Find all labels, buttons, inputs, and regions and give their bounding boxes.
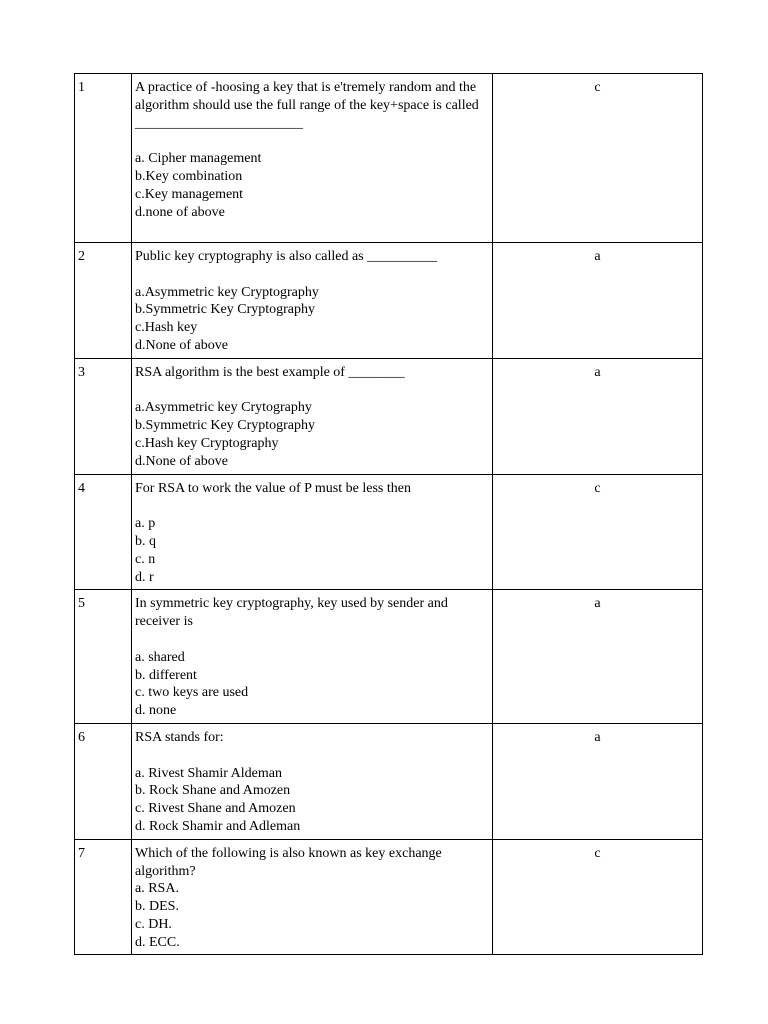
question-cell xyxy=(132,243,493,359)
option-b: b.Symmetric Key Cryptography xyxy=(135,302,316,318)
option-c: c.Hash key Cryptography xyxy=(135,435,279,451)
question-cell xyxy=(132,839,493,955)
question-row-4 xyxy=(75,474,703,590)
option-a: a. shared xyxy=(135,649,185,665)
question-row-5 xyxy=(75,590,703,724)
question-number: 3 xyxy=(75,358,132,474)
option-a: a. Cipher management xyxy=(135,151,262,167)
answer-cell: c xyxy=(493,74,703,243)
answer-cell: a xyxy=(493,358,703,474)
question-number: 5 xyxy=(75,590,132,724)
question-gap xyxy=(135,631,489,649)
option-d: d. Rock Shamir and Adleman xyxy=(135,818,301,834)
option-b: b. different xyxy=(135,667,197,683)
answer-cell: a xyxy=(493,723,703,839)
question-text: Which of the following is also known as key exchange algorithm? xyxy=(135,845,442,879)
quiz-table xyxy=(74,73,703,955)
question-row-6 xyxy=(75,723,703,839)
question-number: 1 xyxy=(75,74,132,243)
question-number: 7 xyxy=(75,839,132,955)
option-c: c. Rivest Shane and Amozen xyxy=(135,801,296,817)
question-number: 4 xyxy=(75,474,132,590)
question-number: 2 xyxy=(75,243,132,359)
answer-cell: a xyxy=(493,590,703,724)
option-c: c.Hash key xyxy=(135,320,198,336)
question-row-7 xyxy=(75,839,703,955)
option-a: a. RSA. xyxy=(135,881,179,897)
question-row-1 xyxy=(75,74,703,243)
question-cell xyxy=(132,474,493,590)
option-b: b. Rock Shane and Amozen xyxy=(135,783,291,799)
question-text: Public key cryptography is also called as __________ xyxy=(135,249,438,264)
question-cell xyxy=(132,358,493,474)
question-gap xyxy=(135,497,489,515)
option-a: a. p xyxy=(135,516,156,532)
answer-cell: a xyxy=(493,243,703,359)
option-b: b.Symmetric Key Cryptography xyxy=(135,418,316,434)
option-c: c. n xyxy=(135,551,156,567)
question-row-2 xyxy=(75,243,703,359)
question-cell xyxy=(132,74,493,243)
option-d: d.none of above xyxy=(135,204,225,220)
question-text: RSA stands for: xyxy=(135,729,224,745)
quiz-table-body xyxy=(75,74,703,955)
question-gap xyxy=(135,266,489,284)
question-gap xyxy=(135,132,489,150)
question-text: RSA algorithm is the best example of ________ xyxy=(135,364,405,380)
answer-cell: c xyxy=(493,839,703,955)
option-c: c.Key management xyxy=(135,186,244,202)
question-cell xyxy=(132,723,493,839)
option-d: d.None of above xyxy=(135,453,228,469)
answer-cell: c xyxy=(493,474,703,590)
option-c: c. DH. xyxy=(135,916,172,932)
question-text: In symmetric key cryptography, key used by sender and receiver is xyxy=(135,596,448,630)
question-gap xyxy=(135,382,489,400)
question-gap xyxy=(135,747,489,765)
option-b: b. DES. xyxy=(135,899,179,915)
option-b: b. q xyxy=(135,533,156,549)
question-cell xyxy=(132,590,493,724)
question-row-3 xyxy=(75,358,703,474)
question-text: For RSA to work the value of P must be less then xyxy=(135,480,411,496)
question-text: A practice of -hoosing a key that is e'tremely random and the algorithm should use the full range of the key+space is called ________________________ xyxy=(135,80,479,131)
option-d: d. ECC. xyxy=(135,934,180,950)
option-a: a.Asymmetric key Cryptography xyxy=(135,284,319,300)
option-b: b.Key combination xyxy=(135,168,243,184)
option-d: d. r xyxy=(135,569,154,585)
option-a: a.Asymmetric key Crytography xyxy=(135,400,312,416)
option-c: c. two keys are used xyxy=(135,685,249,701)
option-d: d.None of above xyxy=(135,337,228,353)
option-a: a. Rivest Shamir Aldeman xyxy=(135,765,282,781)
option-d: d. none xyxy=(135,703,177,719)
question-number: 6 xyxy=(75,723,132,839)
